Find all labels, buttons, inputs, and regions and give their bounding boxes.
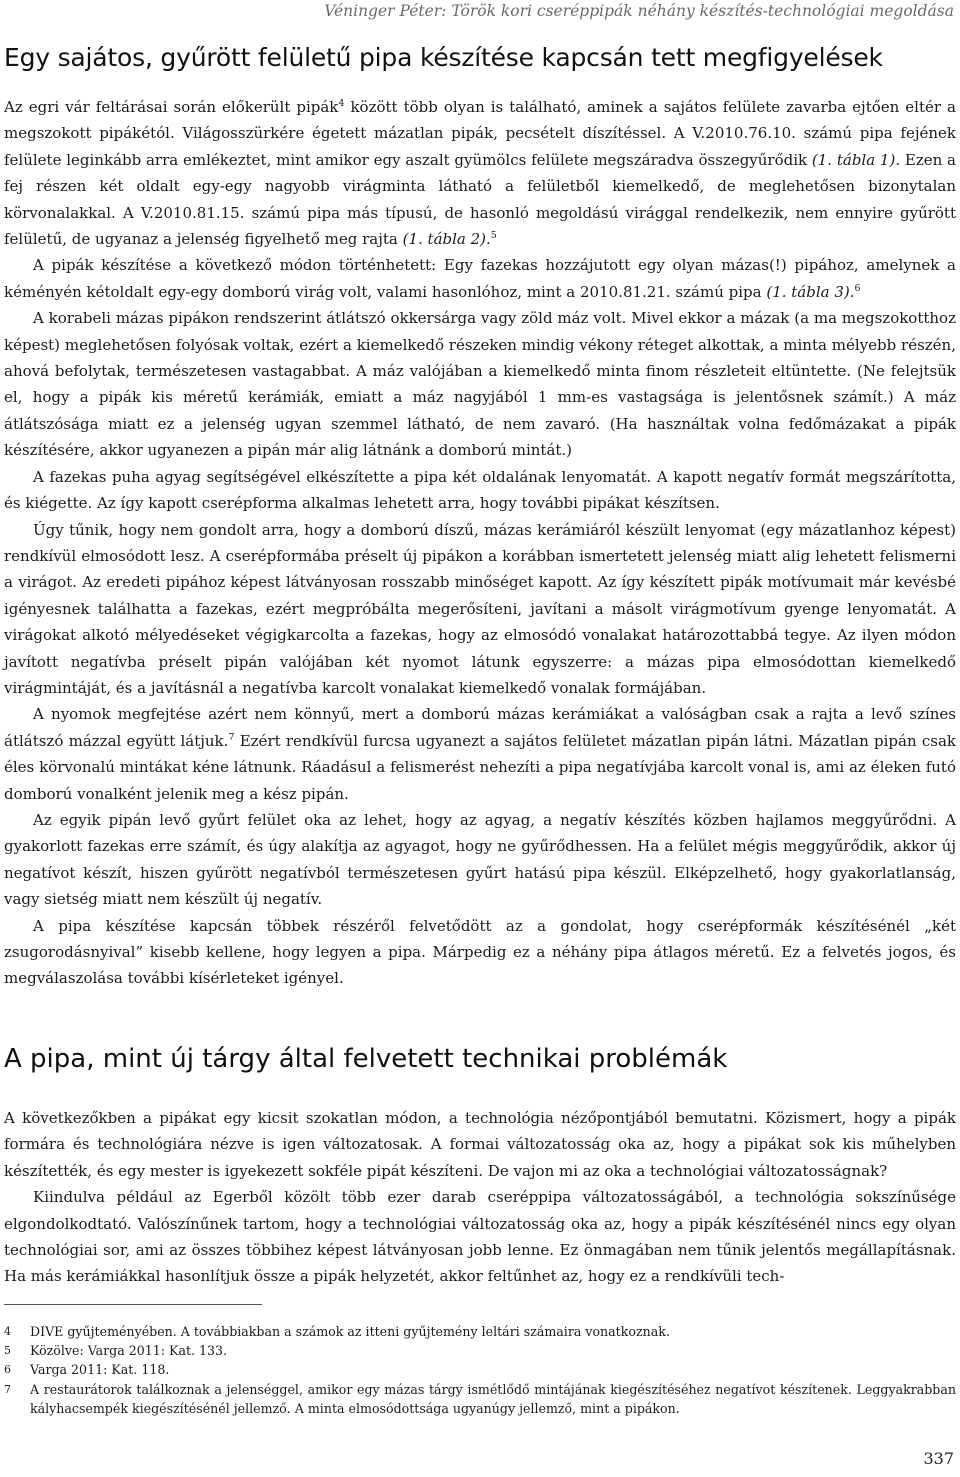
- section-2-body: [4, 1105, 956, 1290]
- running-head-title: Török kori cseréppipák néhány készítés-technológiai megoldása: [451, 2, 954, 20]
- footnote-text: Varga 2011: Kat. 118.: [30, 1362, 170, 1378]
- paragraph: Az egri vár feltárásai során előkerült pipák$^4$ között több olyan is található, aminek a sajátos felülete zavarba ejtően eltér a megszokott pipákétól. Világosszürkére égetett mázatlan pipák, pecsételt díszítéssel. A V.2010.76.10. számú pipa fejének felülete leginkább arra emlékeztet, mint amikor egy aszalt gyümölcs felülete megszáradva összegyűrődik (1. tábla 1). Ezen a fej részen két oldalt egy-egy nagyobb virágminta látható a felületből kiemelkedő, de meglehetősen bizonytalan körvonalakkal. A V.2010.81.15. számú pipa más típusú, de hasonló megoldású virággal rendelkezik, nem ennyire gyűrött felületű, de ugyanaz a jelenség figyelhető meg rajta (1. tábla 2).$^5$: [4, 98, 956, 249]
- section-heading-1: Egy sajátos, gyűrött felületű pipa készítése kapcsán tett megfigyelések: [4, 43, 883, 72]
- footnote: [4, 1360, 956, 1379]
- paragraph: A korabeli mázas pipákon rendszerint átlátszó okkersárga vagy zöld máz volt. Mivel ekkor a mázak (a ma megszokotthoz képest) meglehetősen folyósak voltak, ezért a kiemelkedő részeken mindig vékony réteget alkottak, a minta mélyebb részén, ahová befolytak, természetesen vastagabbat. A máz valójában a kiemelkedő minta finom részleteit eltüntette. (Ne felejtsük el, hogy a pipák kis méretű kerámiák, emiatt a máz nagyjából 1 mm-es vastagsága is jelentősnek számít.) A máz átlátszósága miatt ez a jelenség ugyan szemmel látható, de nem zavaró. (Ha használtak volna fedőmázakat a pipák készítésére, akkor ugyanezen a pipán már alig látnánk a domború mintát.): [4, 309, 956, 460]
- footnote-ref[interactable]: 6: [854, 282, 861, 294]
- footnote-divider: [4, 1304, 262, 1305]
- paragraph: A nyomok megfejtése azért nem könnyű, mert a domború mázas kerámiákat a valóságban csak a rajta a levő színes átlátszó mázzal együtt látjuk.$^7$ Ezért rendkívül furcsa ugyanezt a sajátos felületet mázatlan pipán látni. Mázatlan pipán csak éles körvonalú mintákat kéne látnunk. Ráadásul a felismerést nehezíti a pipa negatívjába karcolt vonal is, ami az éleken futó domború vonalként jelenik meg a kész pipán.: [4, 705, 956, 803]
- paragraph: Kiindulva például az Egerből közölt több ezer darab cseréppipa változatosságából, a technológia sokszínűsége elgondolkodtató. Valószínűnek tartom, hogy a technológiai változatosság oka az, hogy a pipák készítésénél nincs egy olyan technológiai sor, ami az összes többihez képest látványosan jobb lenne. Ez önmagában nem tűnik jelentős megállapításnak. Ha más kerámiákkal hasonlítjuk össze a pipák helyzetét, akkor feltűnhet az, hogy ez a rendkívüli tech-: [4, 1188, 956, 1286]
- figure-ref: (1. tábla 3).: [766, 282, 855, 301]
- footnote-text: Közölve: Varga 2011: Kat. 133.: [30, 1343, 228, 1359]
- running-head: [324, 2, 954, 20]
- figure-ref: (1. tábla 1).: [811, 150, 901, 169]
- section-heading-2: A pipa, mint új tárgy által felvetett technikai problémák: [4, 1044, 728, 1074]
- footnote-ref[interactable]: 7: [228, 731, 235, 743]
- footnote-text: A restaurátorok találkoznak a jelenséggel, amikor egy mázas tárgy ismétlődő mintájának kiegészítéséhez negatívot készítenek. Leggyakrabban kályhacsempék kiegészítésénél jellemző. A minta elmosódottsága ugyanúgy jellemző, mint a pipákon.: [30, 1381, 956, 1416]
- paragraph: Az egyik pipán levő gyűrt felület oka az lehet, hogy az agyag, a negatív készítés közben hajlamos meggyűrődni. A gyakorlott fazekas erre számít, és úgy alakítja az agyagot, hogy ne gyűrődhessen. Ha a felület mégis meggyűrődik, akkor új negatívot készít, hiszen gyűrött negatívból természetesen gyűrt hatású pipa készül. Elképzelhető, hogy gyakorlatlanság, vagy sietség miatt nem készült új negatív.: [4, 810, 956, 909]
- footnote: [4, 1380, 956, 1418]
- footnote-number: 7: [4, 1382, 11, 1396]
- paragraph: A következőkben a pipákat egy kicsit szokatlan módon, a technológia nézőpontjából bemutatni. Közismert, hogy a pipák formára és technológiára nézve is igen változatosak. A formai változatosság oka az, hogy a pipákat sok kis műhelyben készítették, és egy mester is igyekezett sokféle pipát készíteni. De vajon mi az oka a technológiai változatosságnak?: [4, 1109, 956, 1180]
- footnote-ref[interactable]: 5: [490, 230, 497, 242]
- footnote-number: 6: [4, 1363, 11, 1377]
- footnote-number: 4: [4, 1325, 11, 1338]
- footnote-ref[interactable]: 4: [338, 98, 345, 109]
- paragraph: A fazekas puha agyag segítségével elkészítette a pipa két oldalának lenyomatát. A kapott negatív formát megszárította, és kiégette. Az így kapott cserépforma alkalmas lehetett arra, hogy további pipákat készítsen.: [4, 467, 956, 513]
- page-number: 337: [923, 1449, 954, 1468]
- paragraph: A pipák készítése a következő módon történhetett: Egy fazekas hozzájutott egy olyan mázas(!) pipához, amelynek a kéményén kétoldalt egy-egy domború virág volt, valami hasonlóhoz, mint a 2010.81.21. számú pipa (1. tábla 3).$^6$: [4, 256, 956, 301]
- footnote-text: DIVE gyűjteményében. A továbbiakban a számok az itteni gyűjtemény leltári számaira vonatkoznak.: [30, 1324, 670, 1339]
- section-1-body: [4, 94, 956, 992]
- footnote: [4, 1341, 956, 1360]
- paragraph: A pipa készítése kapcsán többek részéről felvetődött az a gondolat, hogy cserépformák készítésénél „két zsugorodásnyival” kisebb kellene, hogy legyen a pipa. Márpedig ez a néhány pipa átlagos méretű. Ez a felvetés jogos, és megválaszolása további kísérleteket igényel.: [4, 916, 956, 988]
- paragraph: Úgy tűnik, hogy nem gondolt arra, hogy a domború díszű, mázas kerámiáról készült lenyomat (egy mázatlanhoz képest) rendkívül elmosódott lesz. A cserépformába préselt új pipákon a korábban ismertetett jelenség miatt alig lehetett felismerni a virágot. Az eredeti pipához képest látványosan rosszabb minőséget kapott. Az így készített pipák motívumait már kevésbé igényesnek találhatta a fazekas, ezért megpróbálta megerősíteni, javítani a másolt virágmotívum gyenge lenyomatát. A virágokat alkotó mélyedéseket végigkarcolta a fazekas, hogy az elmosódó vonalakat határozottabbá tegye. Az ilyen módon javított negatívba préselt pipán valójában két nyomot látunk egyszerre: a mázas pipa elmosódottan kiemelkedő virágmintáját, és a javításnál a negatívba karcolt vonalakat kiemelkedő vonalak formájában.: [4, 520, 956, 697]
- running-head-author: Véninger Péter:: [324, 2, 447, 20]
- footnote-number: 5: [4, 1344, 11, 1358]
- footnotes: [4, 1322, 956, 1418]
- footnote: [4, 1322, 956, 1341]
- figure-ref: (1. tábla 2).: [402, 230, 491, 249]
